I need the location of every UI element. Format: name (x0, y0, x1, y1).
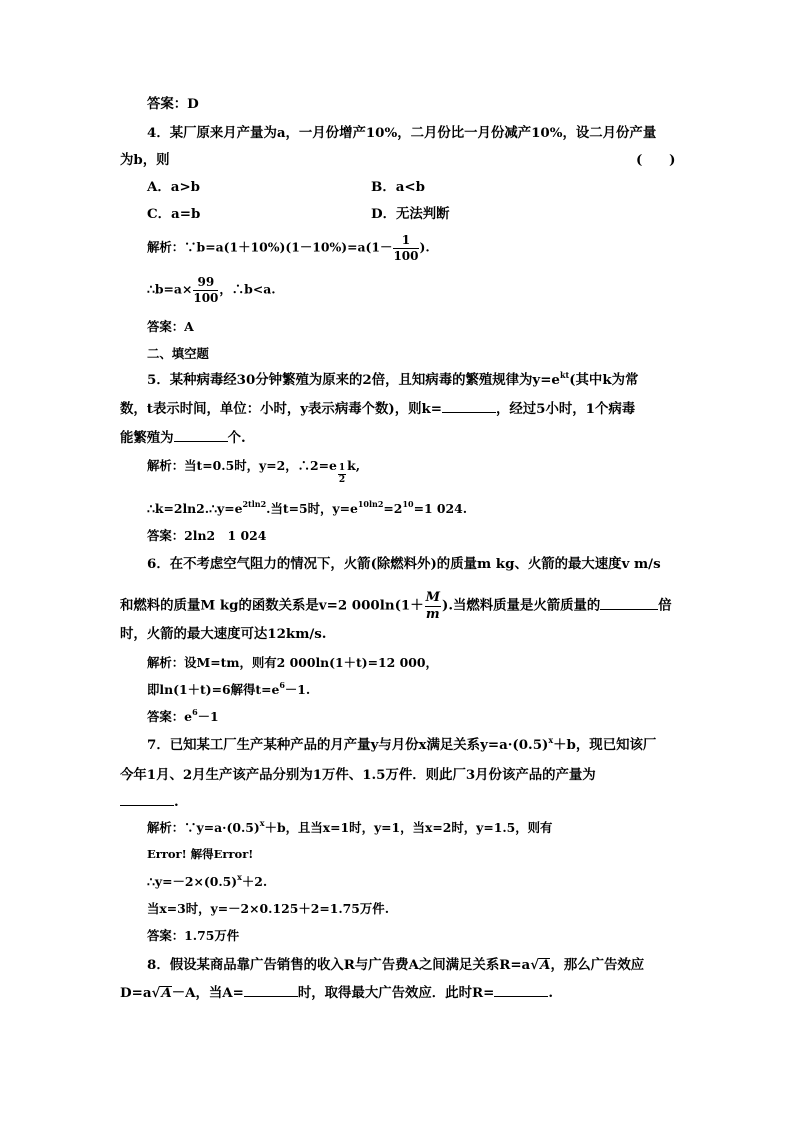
q3-answer: 答案：D (147, 96, 199, 112)
q7-stem-line1 (147, 735, 657, 753)
q7-solution-line1 (147, 818, 553, 835)
superscript: x (548, 735, 554, 745)
q7-solution-line4: 当x=3时，y=－2×0.125＋2=1.75万件. (147, 901, 390, 916)
q5-solution-text: .当t=5时，y=e (266, 501, 358, 516)
q4-stem-line1: 4．某厂原来月产量为a，一月份增产10%，二月份比一月份减产10%，设二月份产量 (147, 125, 657, 141)
q5-solution-text: =1 024. (413, 501, 468, 516)
q4-solution-text-end: ). (419, 239, 430, 255)
q4-stem-line2: 为b，则 (120, 152, 170, 168)
q6-answer-text-end: －1 (197, 709, 219, 724)
q6-stem-line2 (120, 591, 672, 621)
q4-option-c: C．a=b (147, 206, 201, 222)
superscript: x (237, 872, 242, 882)
q7-error-line: Error! 解得Error! (147, 847, 254, 861)
fraction-denominator: 2 (338, 475, 346, 485)
q4-answer: 答案：A (147, 319, 194, 334)
q7-solution-text: ∴y=－2×(0.5) (147, 874, 238, 889)
q6-stem-line1: 6．在不考虑空气阻力的情况下，火箭(除燃料外)的质量m kg、火箭的最大速度v m/s (147, 556, 661, 572)
fraction-numerator: 1 (393, 234, 418, 249)
fraction (425, 591, 441, 621)
q5-text: 数，t表示时间，单位：小时，y表示病毒个数)，则k= (120, 401, 443, 417)
q5-text-end: ，经过5小时，1个病毒 (496, 401, 636, 417)
q4-solution-text: 解析：∵b=a(1＋10%)(1－10%)=a(1－ (147, 239, 393, 255)
q7-solution-line3 (147, 872, 268, 889)
q5-stem-line1 (147, 370, 639, 388)
fill-blank (494, 986, 548, 997)
q5-text-end: (其中k为常 (569, 372, 639, 388)
q5-solution-text: =2 (383, 501, 403, 516)
fraction-numerator: 99 (193, 276, 218, 291)
q6-solution-text-end: －1. (284, 682, 311, 697)
q4-solution-line1 (147, 234, 430, 262)
q5-text: 能繁殖为 (120, 430, 174, 446)
q8-text: 8．假设某商品靠广告销售的收入R与广告费A之间满足关系R=a (147, 957, 531, 973)
q7-text-end: ＋b，现已知该厂 (553, 737, 657, 753)
q5-text: 5．某种病毒经30分钟繁殖为原来的2倍，且知病毒的繁殖规律为y=e (147, 372, 560, 388)
q7-solution-text-end: ＋2. (241, 874, 268, 889)
q5-stem-line3 (120, 431, 246, 445)
q7-solution-text-end: ＋b，且当x=1时，y=1，当x=2时，y=1.5，则有 (264, 820, 553, 835)
q7-text: 7．已知某工厂生产某种产品的月产量y与月份x满足关系y=a·(0.5) (147, 737, 549, 753)
fraction-denominator: 100 (393, 248, 419, 263)
q4-solution-text: ∴b=a× (147, 281, 193, 297)
q5-solution-text: 解析：当t=0.5时，y=2，∴2=e (147, 458, 337, 473)
superscript: 2tln2 (242, 499, 267, 509)
subscript-fraction (338, 464, 346, 486)
radical: A (540, 957, 551, 973)
fill-blank (600, 599, 658, 610)
q6-answer (147, 707, 219, 724)
superscript: x (259, 818, 265, 828)
fill-blank (120, 795, 174, 806)
superscript: 10 (402, 499, 414, 509)
q7-stem-line2: 今年1月、2月生产该产品分别为1万件、1.5万件．则此厂3月份该产品的产量为 (120, 767, 596, 783)
q8-text-end: ，那么广告效应 (550, 957, 645, 973)
q8-stem-line1: 8．假设某商品靠广告销售的收入R与广告费A之间满足关系R=a√A，那么广告效应 (147, 957, 645, 973)
q7-answer: 答案：1.75万件 (147, 928, 240, 943)
superscript: 6 (192, 707, 198, 717)
section-heading: 二、填空题 (147, 346, 209, 361)
q8-stem-line2: D=a√A－A，当A= 时，取得最大广告效应．此时R= . (120, 985, 553, 1001)
superscript: 10ln2 (357, 499, 384, 509)
q6-text-end: 倍 (658, 597, 672, 614)
fraction-numerator: M (425, 590, 440, 605)
q7-solution-text: 解析：∵y=a·(0.5) (147, 820, 260, 835)
q6-answer-text: 答案：e (147, 709, 193, 724)
q8-text-end: . (548, 985, 553, 1001)
q4-option-b: B．a<b (371, 179, 425, 195)
q6-text: 和燃料的质量M kg的函数关系是v=2 000ln(1＋ (120, 597, 424, 614)
q7-text-end: . (174, 794, 179, 810)
superscript: kt (559, 370, 570, 380)
q6-text: ).当燃料质量是火箭质量的 (442, 597, 601, 614)
q5-solution-line2 (147, 499, 468, 516)
q4-solution-line2 (147, 276, 276, 304)
q5-solution-text-end: k, (347, 458, 361, 473)
fill-blank (442, 402, 496, 413)
fill-blank (174, 431, 228, 442)
superscript: 6 (279, 680, 285, 690)
q5-text-end: 个. (227, 430, 246, 446)
q5-answer: 答案：2ln2 1 024 (147, 528, 267, 543)
fraction (193, 276, 218, 304)
fraction (393, 234, 418, 262)
q5-solution-text: ∴k=2ln2.∴y=e (147, 501, 243, 516)
fraction-denominator: m (425, 606, 440, 622)
radical: A (161, 985, 172, 1001)
fill-blank (244, 986, 298, 997)
q6-solution-line1: 解析：设M=tm，则有2 000ln(1＋t)=12 000， (147, 655, 438, 670)
q5-solution-line1 (147, 460, 360, 485)
q4-answer-bracket: ( ) (636, 152, 676, 168)
fraction-numerator: 1 (338, 464, 346, 475)
q6-solution-text: 即ln(1＋t)=6解得t=e (147, 682, 280, 697)
q8-text: D=a (120, 985, 152, 1001)
q7-stem-line3 (120, 795, 179, 809)
q4-option-a: A．a>b (147, 179, 201, 195)
q6-stem-line3: 时，火箭的最大速度可达12km/s. (120, 626, 327, 642)
q8-text: 时，取得最大广告效应．此时R= (297, 985, 495, 1001)
q4-solution-text-end: ，∴b<a. (219, 281, 276, 297)
q5-stem-line2 (120, 402, 635, 416)
fraction-denominator: 100 (193, 290, 219, 305)
q6-solution-line2 (147, 680, 311, 697)
q8-text: －A，当A= (171, 985, 244, 1001)
q4-option-d: D．无法判断 (371, 206, 450, 222)
